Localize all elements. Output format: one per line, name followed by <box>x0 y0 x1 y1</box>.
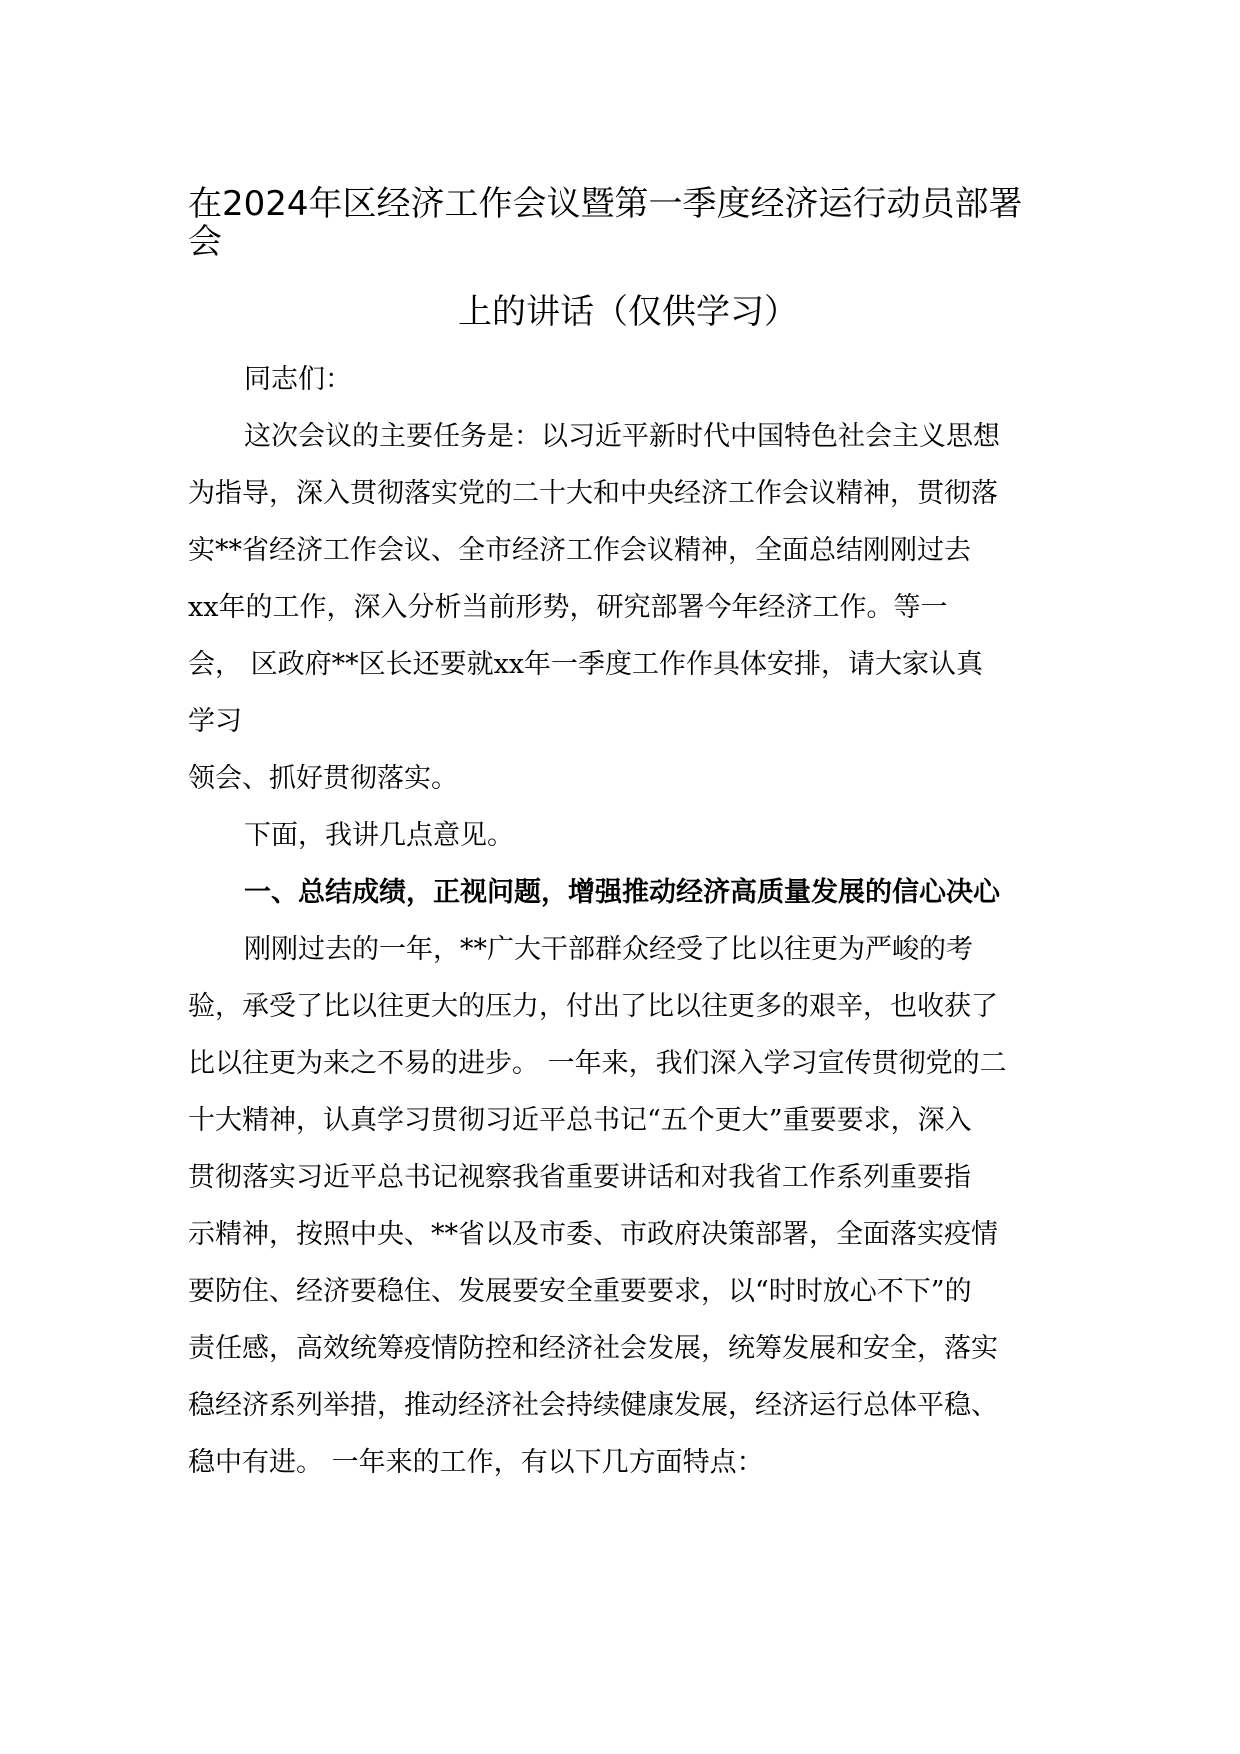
paragraph-line: xx年的工作，深入分析当前形势，研究部署今年经济工作。等一 <box>188 592 948 623</box>
paragraph-line: 刚刚过去的一年，**广大干部群众经受了比以往更为严峻的考 <box>244 934 973 965</box>
paragraph-line: 实**省经济工作会议、全市经济工作会议精神，全面总结刚刚过去 <box>188 535 971 566</box>
title-line-3: 上的讲话（仅供学习） <box>458 292 798 332</box>
paragraph-line: 要防住、经济要稳住、发展要安全重要要求，以“时时放心不下”的 <box>188 1276 972 1307</box>
paragraph-line: 这次会议的主要任务是：以习近平新时代中国特色社会主义思想 <box>244 421 1000 452</box>
paragraph-line: 贯彻落实习近平总书记视察我省重要讲话和对我省工作系列重要指 <box>188 1162 971 1193</box>
document-body <box>188 351 1070 1491</box>
paragraph-line: 示精神，按照中央、**省以及市委、市政府决策部署，全面落实疫情 <box>188 1219 998 1250</box>
paragraph-line: 为指导，深入贯彻落实党的二十大和中央经济工作会议精神，贯彻落 <box>188 478 998 509</box>
paragraph-line: 会， 区政府**区长还要就xx年一季度工作作具体安排，请大家认真 <box>188 649 984 680</box>
salutation: 同志们： <box>244 364 352 395</box>
paragraph-line: 稳经济系列举措，推动经济社会持续健康发展，经济运行总体平稳、 <box>188 1390 998 1421</box>
paragraph-line: 比以往更为来之不易的进步。 一年来，我们深入学习宣传贯彻党的二 <box>188 1048 1007 1079</box>
paragraph-meeting-tasks <box>188 408 1070 807</box>
document-title <box>188 180 1068 336</box>
paragraph-line: 责任感，高效统筹疫情防控和经济社会发展，统筹发展和安全，落实 <box>188 1333 998 1364</box>
paragraph-line: 领会、抓好贯彻落实。 <box>188 763 458 794</box>
paragraph-line: 稳中有进。 一年来的工作，有以下几方面特点： <box>188 1447 764 1478</box>
title-line-2: 会 <box>188 222 222 262</box>
paragraph-line: 学习 <box>188 706 242 737</box>
paragraph-past-year <box>188 921 1070 1491</box>
paragraph-intro-points: 下面，我讲几点意见。 <box>244 820 514 851</box>
paragraph-line: 验，承受了比以往更大的压力，付出了比以往更多的艰辛，也收获了 <box>188 991 998 1022</box>
title-line-1: 在2024年区经济工作会议暨第一季度经济运行动员部署 <box>188 184 1023 224</box>
section-heading-1: 一、总结成绩，正视问题，增强推动经济高质量发展的信心决心 <box>244 877 1000 908</box>
paragraph-line: 十大精神，认真学习贯彻习近平总书记“五个更大”重要要求，深入 <box>188 1105 972 1136</box>
